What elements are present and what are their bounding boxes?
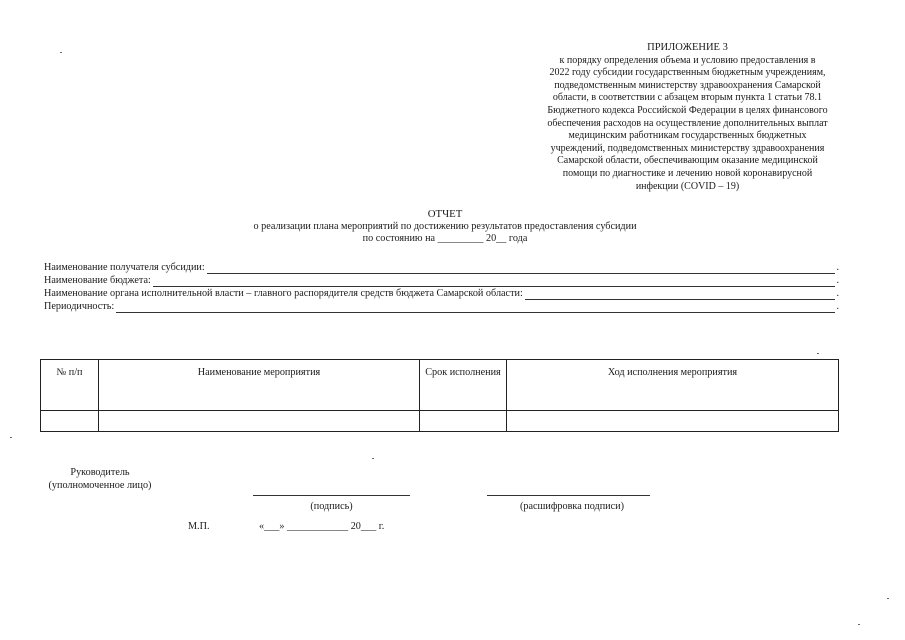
table-cell[interactable]	[420, 411, 507, 432]
scan-speck	[817, 353, 819, 354]
signature-decode-line[interactable]	[487, 495, 650, 496]
appendix-line: к порядку определения объема и условию предоставления в	[559, 54, 816, 66]
scan-speck	[887, 598, 889, 599]
head-line: (уполномоченное лицо)	[48, 480, 152, 491]
appendix-line: обеспечения расходов на осуществление дополнительных выплат	[547, 117, 828, 129]
scan-speck	[372, 458, 374, 459]
table-cell[interactable]	[507, 411, 839, 432]
table-row	[41, 411, 839, 432]
stamp-label: М.П.	[188, 521, 210, 532]
field-budget[interactable]	[44, 274, 839, 287]
field-recipient[interactable]	[44, 261, 839, 274]
appendix-line: помощи по диагностике и лечению новой коронавирусной	[562, 167, 813, 179]
header-event-name: Наименование мероприятия	[99, 360, 420, 411]
field-end: .	[836, 288, 839, 299]
field-label: Наименование органа исполнительной власти – главного распорядителя средств бюджета Самарской области:	[44, 288, 523, 299]
field-underline[interactable]	[153, 276, 836, 287]
report-title: ОТЧЕТ	[427, 208, 463, 220]
field-underline[interactable]	[116, 302, 835, 313]
field-underline[interactable]	[525, 289, 836, 300]
table-cell[interactable]	[41, 411, 99, 432]
appendix-line: инфекции (COVID – 19)	[635, 180, 740, 192]
events-table	[40, 359, 839, 432]
field-periodicity[interactable]	[44, 300, 839, 313]
scan-speck	[858, 624, 860, 625]
scan-speck	[60, 52, 62, 53]
appendix-line: медицинским работникам государственных бюджетных	[568, 130, 807, 142]
appendix-line: Бюджетного кодекса Российской Федерации в целях финансового	[547, 104, 828, 116]
appendix-header	[520, 42, 855, 193]
field-label: Наименование получателя субсидии:	[44, 262, 205, 273]
signature-line[interactable]	[253, 495, 410, 496]
appendix-line: области, в соответствии с абзацем вторым пункта 1 статьи 78.1	[552, 92, 823, 104]
head-line: Руководитель	[70, 467, 130, 478]
appendix-line: Самарской области, обеспечивающим оказание медицинской	[557, 155, 818, 167]
field-underline[interactable]	[207, 263, 836, 274]
field-end: .	[836, 275, 839, 286]
appendix-line: учреждений, подведомственных министерству здравоохранения	[550, 142, 825, 154]
signature-caption: (подпись)	[310, 501, 353, 512]
header-number: № п/п	[41, 360, 99, 411]
scan-speck	[10, 437, 12, 438]
report-heading	[180, 208, 710, 246]
report-date-line: по состоянию на _________ 20__ года	[362, 233, 528, 245]
field-end: .	[836, 301, 839, 312]
appendix-title: ПРИЛОЖЕНИЕ 3	[647, 42, 728, 53]
report-subtitle: о реализации плана мероприятий по достижению результатов предоставления субсидии	[253, 220, 637, 232]
signature-date: «___» ____________ 20___ г.	[259, 521, 385, 532]
table-cell[interactable]	[99, 411, 420, 432]
header-deadline: Срок исполнения	[420, 360, 507, 411]
field-label: Периодичность:	[44, 301, 115, 312]
table-header-row	[41, 360, 839, 411]
head-title	[40, 466, 160, 492]
field-end: .	[836, 262, 839, 273]
field-authority[interactable]	[44, 287, 839, 300]
header-progress: Ход исполнения мероприятия	[507, 360, 839, 411]
signature-decode-caption: (расшифровка подписи)	[520, 501, 624, 512]
appendix-line: 2022 году субсидии государственным бюджетным учреждениям,	[549, 67, 826, 79]
appendix-line: подведомственным министерству здравоохранения Самарской	[554, 79, 821, 91]
field-label: Наименование бюджета:	[44, 275, 151, 286]
